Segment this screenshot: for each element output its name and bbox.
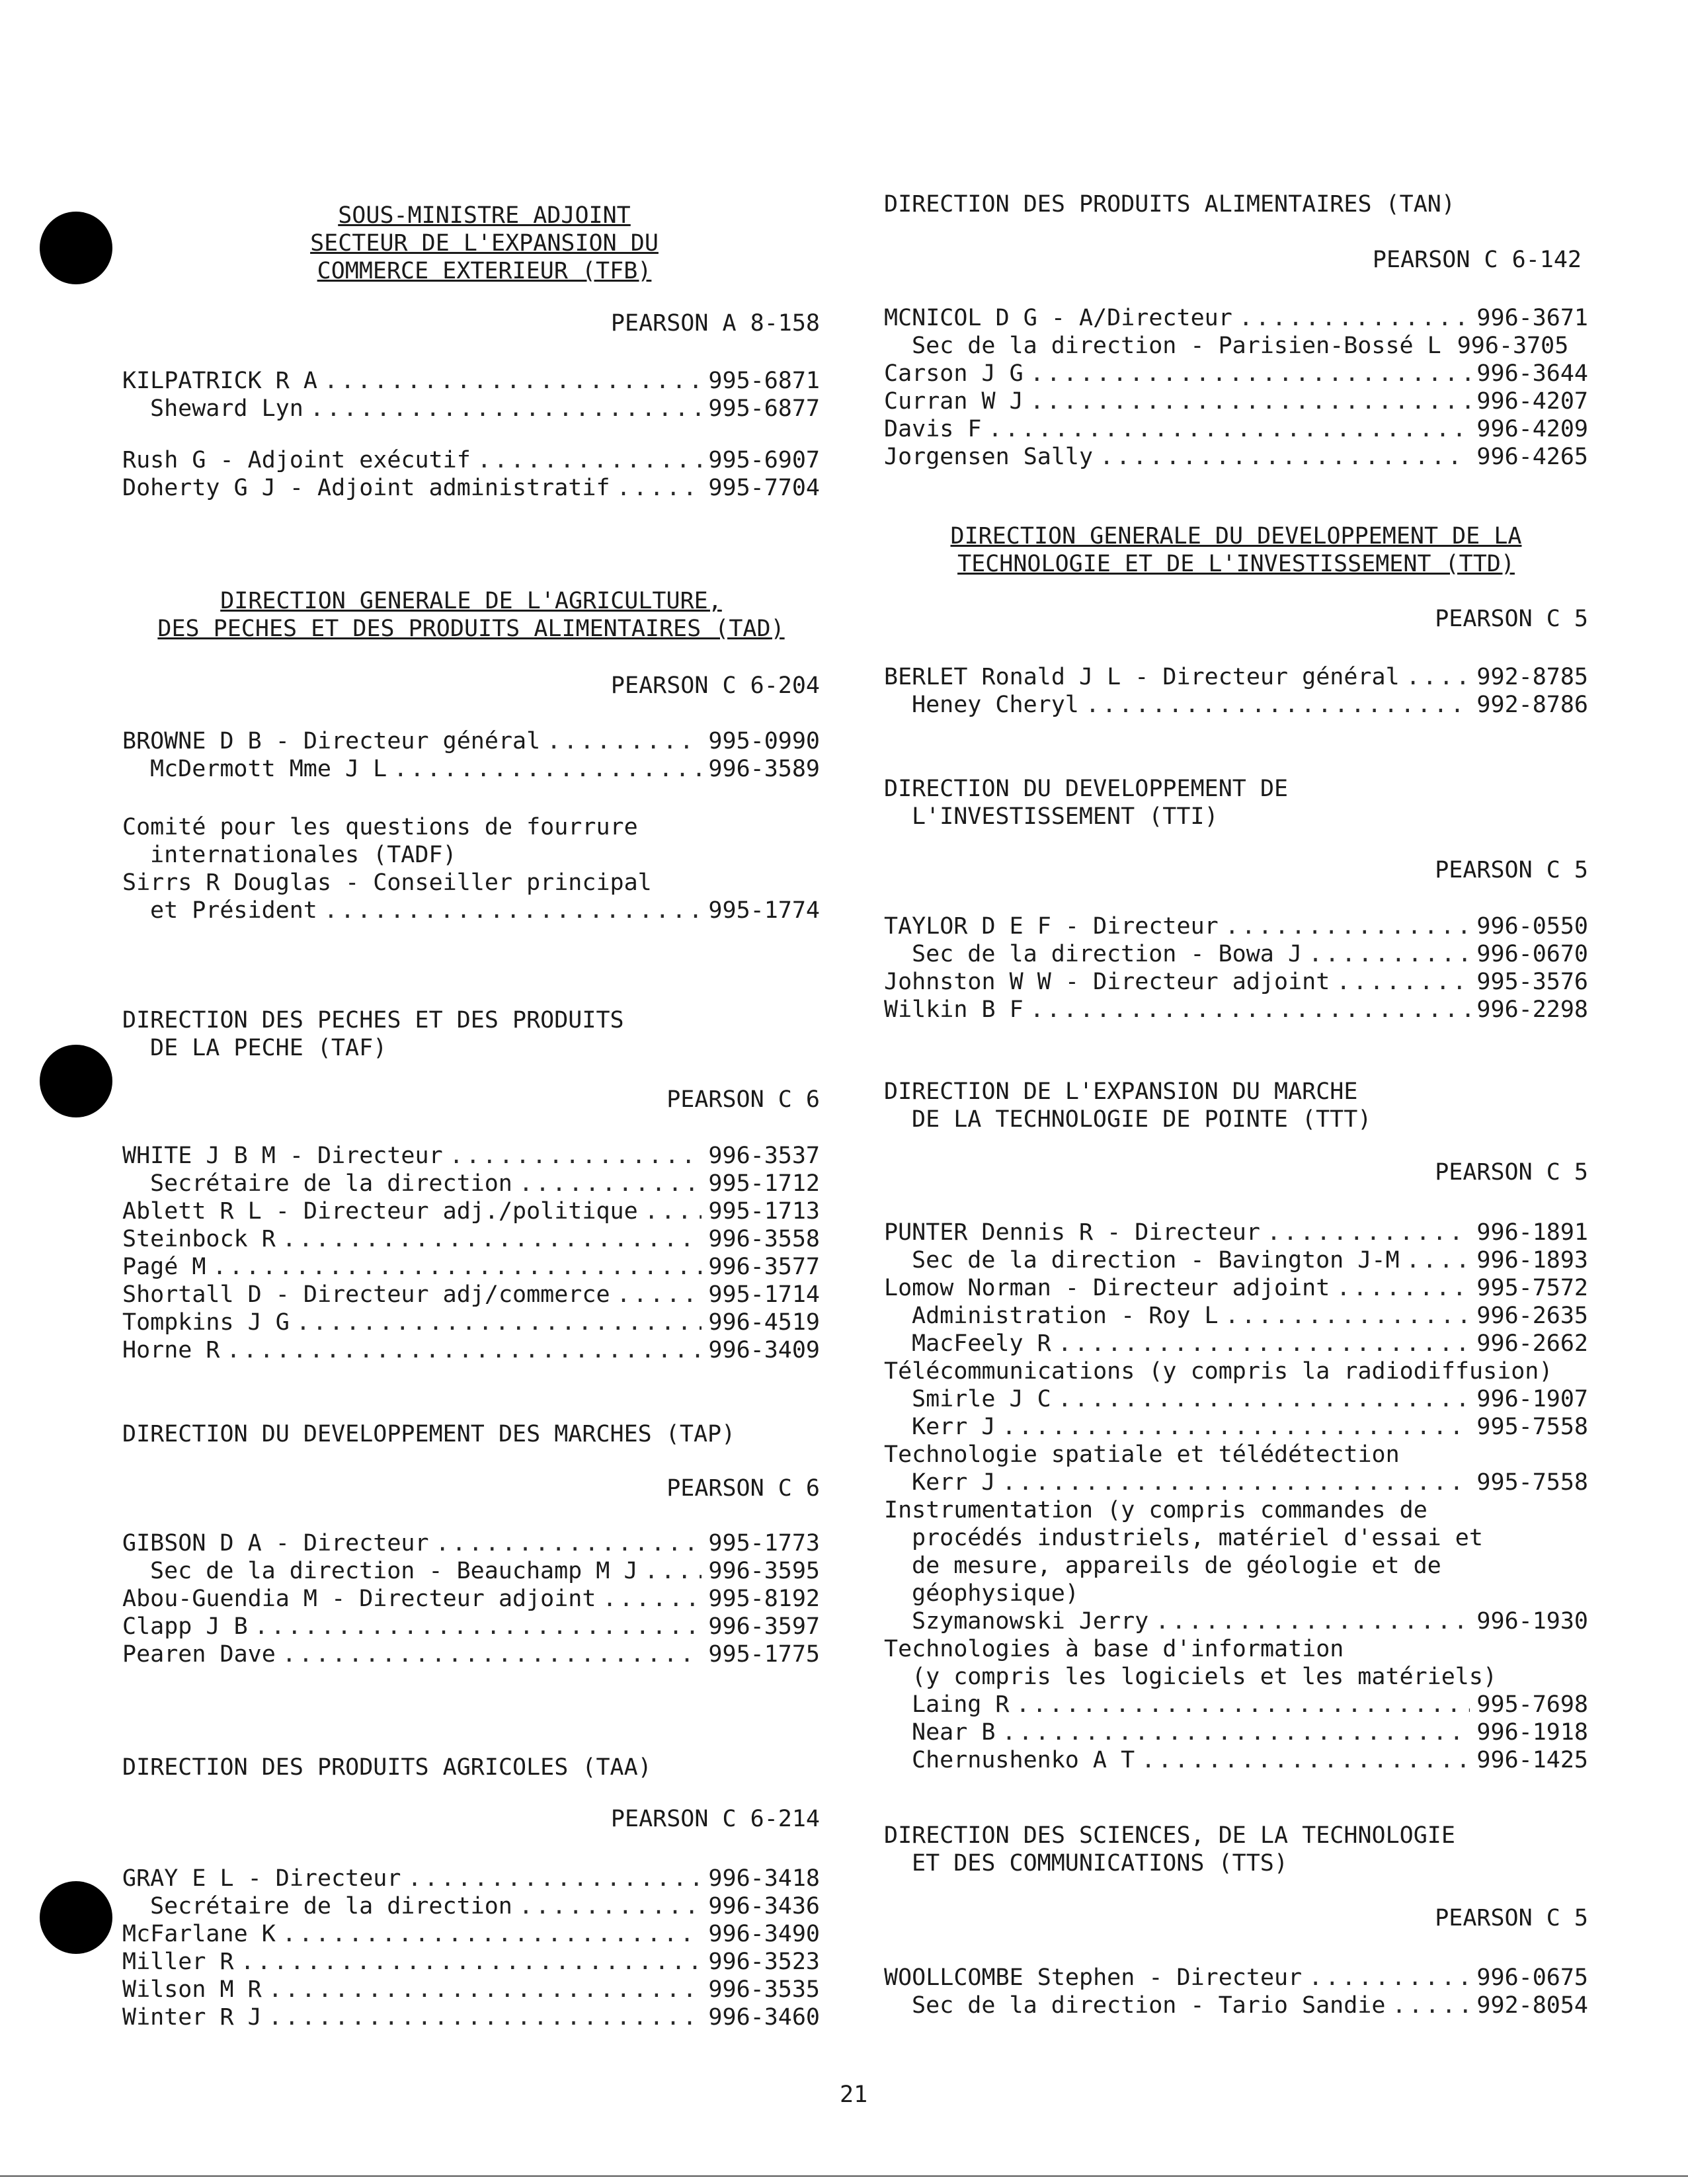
entry-name: Sec de la direction - Parisien-Bossé L [912,333,1441,359]
subsection-heading: Technologies à base d'information [884,1636,1344,1662]
section-title-line: DIRECTION DU DEVELOPPEMENT DES MARCHES (TAP) [122,1421,736,1447]
section-produits-agricoles [122,1754,820,1781]
directory-entry [122,1225,820,1253]
directory-entry [884,1691,1588,1719]
entry-name: Curran W J [884,388,1024,415]
directory-entry [122,1281,820,1309]
entry-name: TAYLOR D E F - Directeur [884,913,1219,940]
entry-phone: 996-4265 [1476,444,1588,470]
building-location: PEARSON C 6 [666,1086,820,1113]
entry-phone: 996-4519 [708,1309,820,1336]
directory-entry [884,1469,1588,1496]
section-title-line: COMMERCE EXTERIEUR (TFB) [317,258,652,284]
entry-name: Smirle J C [912,1386,1051,1412]
entry-phone: 992-8786 [1476,692,1588,718]
section-title-line: DIRECTION DES PRODUITS AGRICOLES (TAA) [122,1754,652,1781]
directory-entry [884,1330,1588,1357]
entry-phone: 995-7558 [1476,1469,1588,1496]
directory-entry [122,1585,820,1613]
entry-list [122,367,820,423]
entry-phone: 996-3558 [708,1226,820,1252]
entry-name: GRAY E L - Directeur [122,1865,401,1892]
binder-hole-middle [40,1045,112,1117]
directory-entry [122,897,820,924]
directory-entry [122,1920,820,1948]
entry-name: Carson J G [884,360,1024,387]
entry-name: Miller R [122,1949,234,1975]
section-title-line: DES PECHES ET DES PRODUITS ALIMENTAIRES (TAD) [157,616,785,642]
building-location: PEARSON C 6-204 [610,672,820,699]
entry-list [122,1529,820,1668]
entry-name: BROWNE D B - Directeur général [122,728,541,754]
directory-entry [122,1892,820,1920]
entry-phone: 992-8054 [1476,1992,1588,2019]
entry-name: Shortall D - Directeur adj/commerce [122,1281,610,1308]
directory-entry [884,691,1588,719]
entry-phone: 996-1918 [1476,1719,1588,1746]
note-line: Sirrs R Douglas - Conseiller principal [122,870,652,896]
entry-list [884,304,1588,471]
building-location: PEARSON C 5 [1435,857,1588,883]
directory-entry [884,1246,1588,1274]
section-produits-alimentaires [884,190,1588,218]
entry-phone: 995-1775 [708,1641,820,1668]
directory-entry [884,304,1588,332]
section-title-line: DIRECTION DES PECHES ET DES PRODUITS [122,1007,624,1033]
section-title-line: TECHNOLOGIE ET DE L'INVESTISSEMENT (TTD) [957,551,1515,577]
section-title-line: DE LA PECHE (TAF) [150,1035,387,1061]
entry-phone: 996-0550 [1476,913,1588,940]
entry-name: Doherty G J - Adjoint administratif [122,475,610,501]
entry-phone: 996-1425 [1476,1747,1588,1773]
entry-name: Lomow Norman - Directeur adjoint [884,1275,1330,1301]
entry-phone: 996-2635 [1476,1303,1588,1329]
section-developpement-technologie [884,522,1588,578]
directory-entry [122,1309,820,1336]
entry-phone: 995-3576 [1476,969,1588,995]
note-line: internationales (TADF) [150,842,457,868]
entry-phone: 996-2298 [1476,996,1588,1023]
entry-name: Clapp J B [122,1613,248,1640]
entry-name: Sec de la direction - Bavington J-M [912,1247,1400,1274]
entry-phone: 996-1891 [1476,1219,1588,1246]
directory-entry [884,663,1588,691]
section-title-line: DE LA TECHNOLOGIE DE POINTE (TTT) [912,1106,1372,1133]
entry-phone: 995-6871 [708,368,820,394]
entry-name: Jorgensen Sally [884,444,1094,470]
section-title-line: DIRECTION GENERALE DE L'AGRICULTURE, [220,588,722,614]
entry-name: Sec de la direction - Beauchamp M J [150,1558,638,1584]
entry-name: Kerr J [912,1414,996,1440]
section-title-line: DIRECTION DE L'EXPANSION DU MARCHE [884,1078,1358,1105]
entry-phone: 996-3577 [708,1254,820,1280]
section-investissement [884,775,1588,830]
entry-phone: 995-1774 [708,897,820,924]
subsection-heading: procédés industriels, matériel d'essai et [912,1525,1483,1551]
directory-entry [122,474,820,502]
directory-entry [884,1992,1588,2019]
directory-entry [884,912,1588,940]
building-location: PEARSON C 5 [1435,606,1588,632]
directory-entry [122,1197,820,1225]
directory-entry [884,360,1588,387]
directory-entry [122,1948,820,1976]
directory-entry [884,1274,1588,1302]
directory-entry [122,1976,820,2003]
entry-phone: 996-4207 [1476,388,1588,415]
entry-phone: 995-1712 [708,1170,820,1197]
section-title-line: L'INVESTISSEMENT (TTI) [912,803,1219,830]
section-title-line: DIRECTION DES SCIENCES, DE LA TECHNOLOGIE [884,1822,1455,1849]
entry-name: Secrétaire de la direction [150,1170,512,1197]
directory-entry [884,1302,1588,1330]
building-location: PEARSON C 5 [1435,1159,1588,1186]
entry-name: PUNTER Dennis R - Directeur [884,1219,1260,1246]
entry-phone: 996-1893 [1476,1247,1588,1274]
entry-phone: 996-3595 [708,1558,820,1584]
section-title-line: DIRECTION DU DEVELOPPEMENT DE [884,776,1289,802]
entry-name: Wilson M R [122,1976,262,2003]
entry-phone: 995-6907 [708,447,820,473]
entry-phone: 996-3418 [708,1865,820,1892]
section-peches [122,1006,820,1062]
entry-list [884,663,1588,719]
entry-name: Sheward Lyn [150,395,303,422]
directory-entry [884,940,1588,968]
entry-phone: 996-3460 [708,2004,820,2031]
subsection-heading: (y compris les logiciels et les matériels) [912,1664,1498,1690]
section-title-line: SECTEUR DE L'EXPANSION DU [310,230,659,257]
entry-name: Administration - Roy L [912,1303,1219,1329]
directory-entry [122,446,820,474]
entry-phone: 996-1907 [1476,1386,1588,1412]
entry-name: McFarlane K [122,1921,276,1947]
page-number: 21 [840,2082,868,2108]
subsection-heading: de mesure, appareils de géologie et de [912,1553,1441,1579]
directory-entry [122,1613,820,1640]
entry-name: Szymanowski Jerry [912,1608,1149,1635]
directory-entry [884,415,1588,443]
section-title-line: ET DES COMMUNICATIONS (TTS) [912,1850,1288,1877]
entry-phone: 996-3705 [1457,333,1569,359]
directory-entry [884,443,1588,471]
entry-phone: 996-3490 [708,1921,820,1947]
committee-note [122,813,820,924]
entry-name: Laing R [912,1691,1010,1718]
entry-list [884,1219,1588,1774]
entry-phone: 996-3644 [1476,360,1588,387]
entry-phone: 996-3409 [708,1337,820,1363]
entry-name: Abou-Guendia M - Directeur adjoint [122,1586,596,1612]
directory-entry [884,1219,1588,1246]
entry-phone: 996-0670 [1476,941,1588,967]
entry-name: MCNICOL D G - A/Directeur [884,305,1232,331]
entry-name: Secrétaire de la direction [150,1893,512,1920]
directory-entry [122,1557,820,1585]
building-location: PEARSON C 6-214 [610,1806,820,1832]
directory-entry [884,1607,1588,1635]
entry-name: KILPATRICK R A [122,368,318,394]
entry-list [884,912,1588,1024]
section-sciences [884,1822,1588,1877]
subsection-heading: Instrumentation (y compris commandes de [884,1497,1427,1523]
section-technologie-pointe [884,1078,1588,1133]
entry-name: Winter R J [122,2004,262,2031]
directory-entry [122,1253,820,1281]
directory-entry [122,1529,820,1557]
entry-name: Near B [912,1719,996,1746]
building-location: PEARSON A 8-158 [610,310,820,337]
subsection-heading: Technologie spatiale et télédétection [884,1441,1400,1468]
entry-name: Sec de la direction - Tario Sandie [912,1992,1386,2019]
section-title-line: DIRECTION DES PRODUITS ALIMENTAIRES (TAN) [884,191,1455,218]
entry-name: Johnston W W - Directeur adjoint [884,969,1330,995]
entry-phone: 996-3589 [708,756,820,782]
entry-phone: 996-3597 [708,1613,820,1640]
entry-phone: 995-8192 [708,1586,820,1612]
entry-phone: 995-7704 [708,475,820,501]
entry-name: Wilkin B F [884,996,1024,1023]
entry-name: Tompkins J G [122,1309,290,1336]
section-agriculture [122,587,820,643]
entry-phone: 995-0990 [708,728,820,754]
entry-phone: 995-7572 [1476,1275,1588,1301]
directory-entry [884,1719,1588,1746]
entry-list [884,1964,1588,2019]
subsection-heading: Télécommunications (y compris la radiodiffusion) [884,1358,1553,1385]
directory-entry [122,1142,820,1170]
entry-name: Davis F [884,416,982,442]
directory-entry [884,1746,1588,1774]
entry-phone: 996-3436 [708,1893,820,1920]
note-line: Comité pour les questions de fourrure [122,814,638,840]
entry-name: Horne R [122,1337,220,1363]
entry-name: Ablett R L - Directeur adj./politique [122,1198,638,1225]
directory-entry [884,332,1588,360]
entry-name: Pearen Dave [122,1641,276,1668]
entry-name: MacFeely R [912,1330,1051,1357]
directory-entry [122,1865,820,1892]
directory-entry [122,727,820,755]
directory-entry [884,996,1588,1024]
building-location: PEARSON C 5 [1435,1905,1588,1931]
section-title-line: SOUS-MINISTRE ADJOINT [338,202,631,229]
entry-list [122,727,820,783]
directory-entry [122,1170,820,1197]
building-location: PEARSON C 6 [666,1475,820,1502]
subsection-heading: géophysique) [912,1580,1079,1607]
directory-entry [122,2003,820,2031]
entry-phone: 996-3535 [708,1976,820,2003]
section-sous-ministre [122,202,820,285]
entry-phone: 995-1713 [708,1198,820,1225]
entry-phone: 996-3671 [1476,305,1588,331]
directory-entry [884,1413,1588,1441]
entry-name: Chernushenko A T [912,1747,1135,1773]
building-location: PEARSON C 6-142 [1372,247,1582,273]
entry-name: Steinbock R [122,1226,276,1252]
section-title-line: DIRECTION GENERALE DU DEVELOPPEMENT DE LA [950,523,1522,549]
bottom-edge-line [0,2175,1688,2177]
directory-entry [122,1640,820,1668]
entry-name: Rush G - Adjoint exécutif [122,447,471,473]
directory-entry [122,367,820,395]
entry-phone: 995-7558 [1476,1414,1588,1440]
entry-name: McDermott Mme J L [150,756,387,782]
entry-phone: 996-3537 [708,1143,820,1169]
entry-phone: 996-1930 [1476,1608,1588,1635]
entry-name: et Président [150,897,317,924]
section-marches [122,1420,820,1448]
entry-name: Kerr J [912,1469,996,1496]
directory-entry [122,755,820,783]
entry-name: Pagé M [122,1254,206,1280]
entry-phone: 995-6877 [708,395,820,422]
entry-name: BERLET Ronald J L - Directeur général [884,664,1400,690]
entry-name: WHITE J B M - Directeur [122,1143,443,1169]
directory-entry [122,395,820,423]
entry-phone: 996-4209 [1476,416,1588,442]
entry-list [122,1142,820,1364]
entry-name: WOOLLCOMBE Stephen - Directeur [884,1964,1303,1991]
entry-phone: 995-7698 [1476,1691,1588,1718]
entry-phone: 996-3523 [708,1949,820,1975]
directory-entry [884,968,1588,996]
entry-phone: 995-1714 [708,1281,820,1308]
entry-name: Heney Cheryl [912,692,1079,718]
binder-hole-bottom [40,1881,112,1954]
entry-name: GIBSON D A - Directeur [122,1530,429,1557]
directory-entry [884,1964,1588,1992]
entry-phone: 992-8785 [1476,664,1588,690]
entry-list [122,446,820,502]
directory-entry [884,1385,1588,1413]
binder-hole-top [40,212,112,284]
entry-phone: 996-0675 [1476,1964,1588,1991]
entry-phone: 996-2662 [1476,1330,1588,1357]
entry-name: Sec de la direction - Bowa J [912,941,1303,967]
entry-phone: 995-1773 [708,1530,820,1557]
entry-list [122,1865,820,2031]
directory-entry [884,387,1588,415]
directory-entry [122,1336,820,1364]
